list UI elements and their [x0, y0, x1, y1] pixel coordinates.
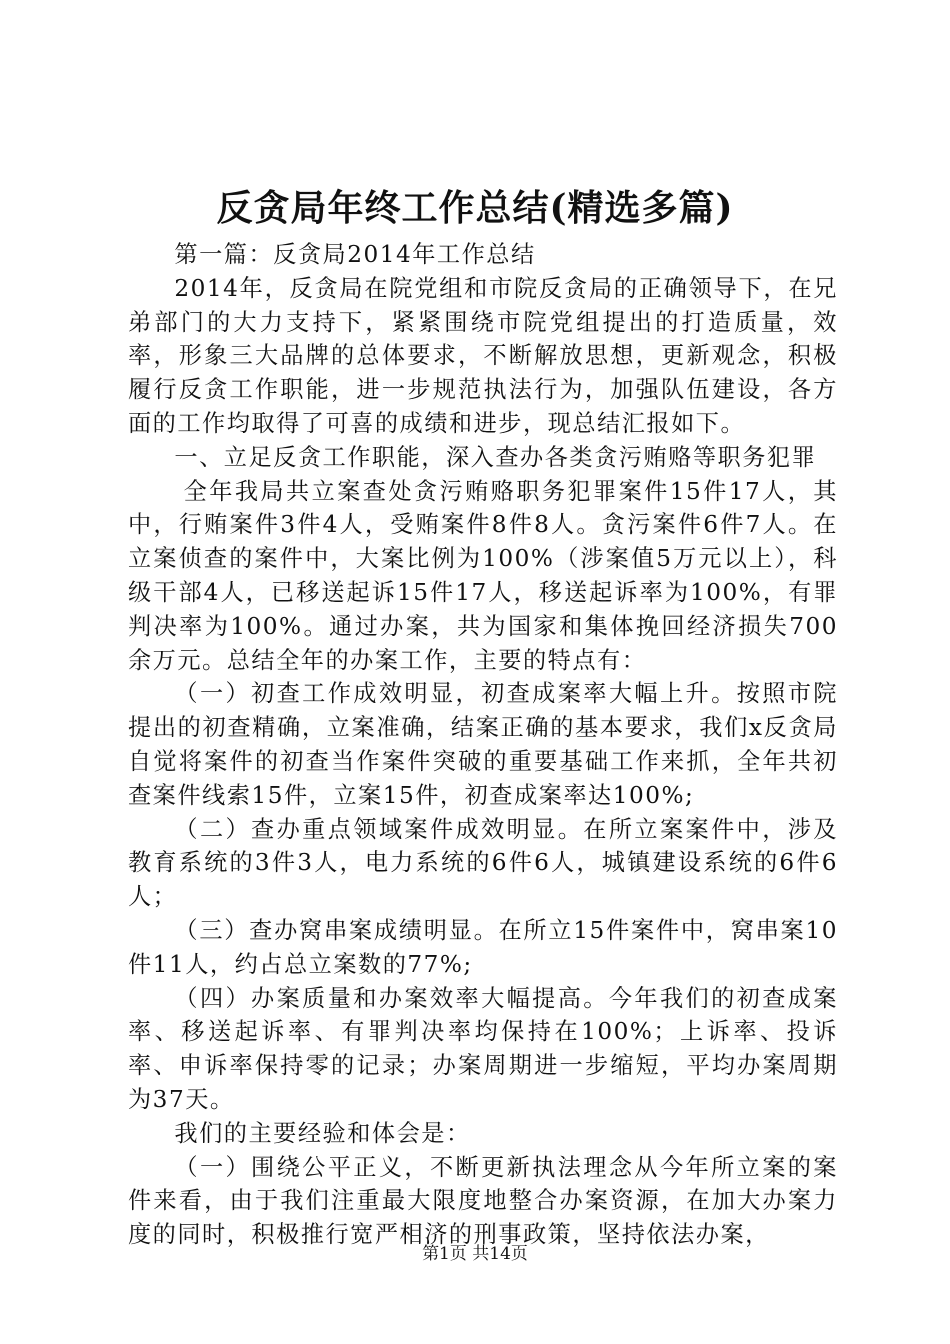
section-heading: 第一篇：反贪局2014年工作总结: [174, 241, 536, 268]
body-paragraph: （一）围绕公平正义，不断更新执法理念从今年所立案的案件来看，由于我们注重最大限度地整合办案资源，在加大办案力度的同时，积极推行宽严相济的刑事政策，坚持依法办案，: [128, 1153, 838, 1249]
body-paragraph: 我们的主要经验和体会是：: [174, 1119, 471, 1147]
body-paragraph: 全年我局共立案查处贪污贿赂职务犯罪案件15件17人，其中，行贿案件3件4人，受贿案件8件8人。贪污案件6件7人。在立案侦查的案件中，大案比例为100%（涉案值5万元以上），科级干部4人，已移送起诉15件17人，移送起诉率为100%，有罪判决率为100%。通过办案，共为国家和集体挽回经济损失700余万元。总结全年的办案工作，主要的特点有：: [128, 477, 838, 674]
body-paragraph: （四）办案质量和办案效率大幅提高。今年我们的初查成案率、移送起诉率、有罪判决率均保持在100%；上诉率、投诉率、申诉率保持零的记录；办案周期进一步缩短，平均办案周期为37天。: [128, 984, 838, 1113]
body-paragraph: （三）查办窝串案成绩明显。在所立15件案件中，窝串案10件11人，约占总立案数的77%;: [128, 916, 838, 978]
document-body: [128, 238, 838, 1252]
document-title: 反贪局年终工作总结(精选多篇): [216, 187, 734, 229]
subsection-heading: 一、立足反贪工作职能，深入查办各类贪污贿赂等职务犯罪: [174, 443, 817, 471]
body-paragraph: （一）初查工作成效明显，初查成案率大幅上升。按照市院提出的初查精确，立案准确，结案正确的基本要求，我们x反贪局自觉将案件的初查当作案件突破的重要基础工作来抓，全年共初查案件线索15件，立案15件，初查成案率达100%;: [128, 680, 838, 809]
body-paragraph: （二）查办重点领域案件成效明显。在所立案案件中，涉及教育系统的3件3人，电力系统的6件6人，城镇建设系统的6件6人；: [128, 815, 838, 911]
page-number-footer: 第1页 共14页: [422, 1244, 528, 1264]
body-paragraph: 2014年，反贪局在院党组和市院反贪局的正确领导下，在兄弟部门的大力支持下，紧紧围绕市院党组提出的打造质量，效率，形象三大品牌的总体要求，不断解放思想，更新观念，积极履行反贪工作职能，进一步规范执法行为，加强队伍建设，各方面的工作均取得了可喜的成绩和进步，现总结汇报如下。: [128, 274, 838, 437]
